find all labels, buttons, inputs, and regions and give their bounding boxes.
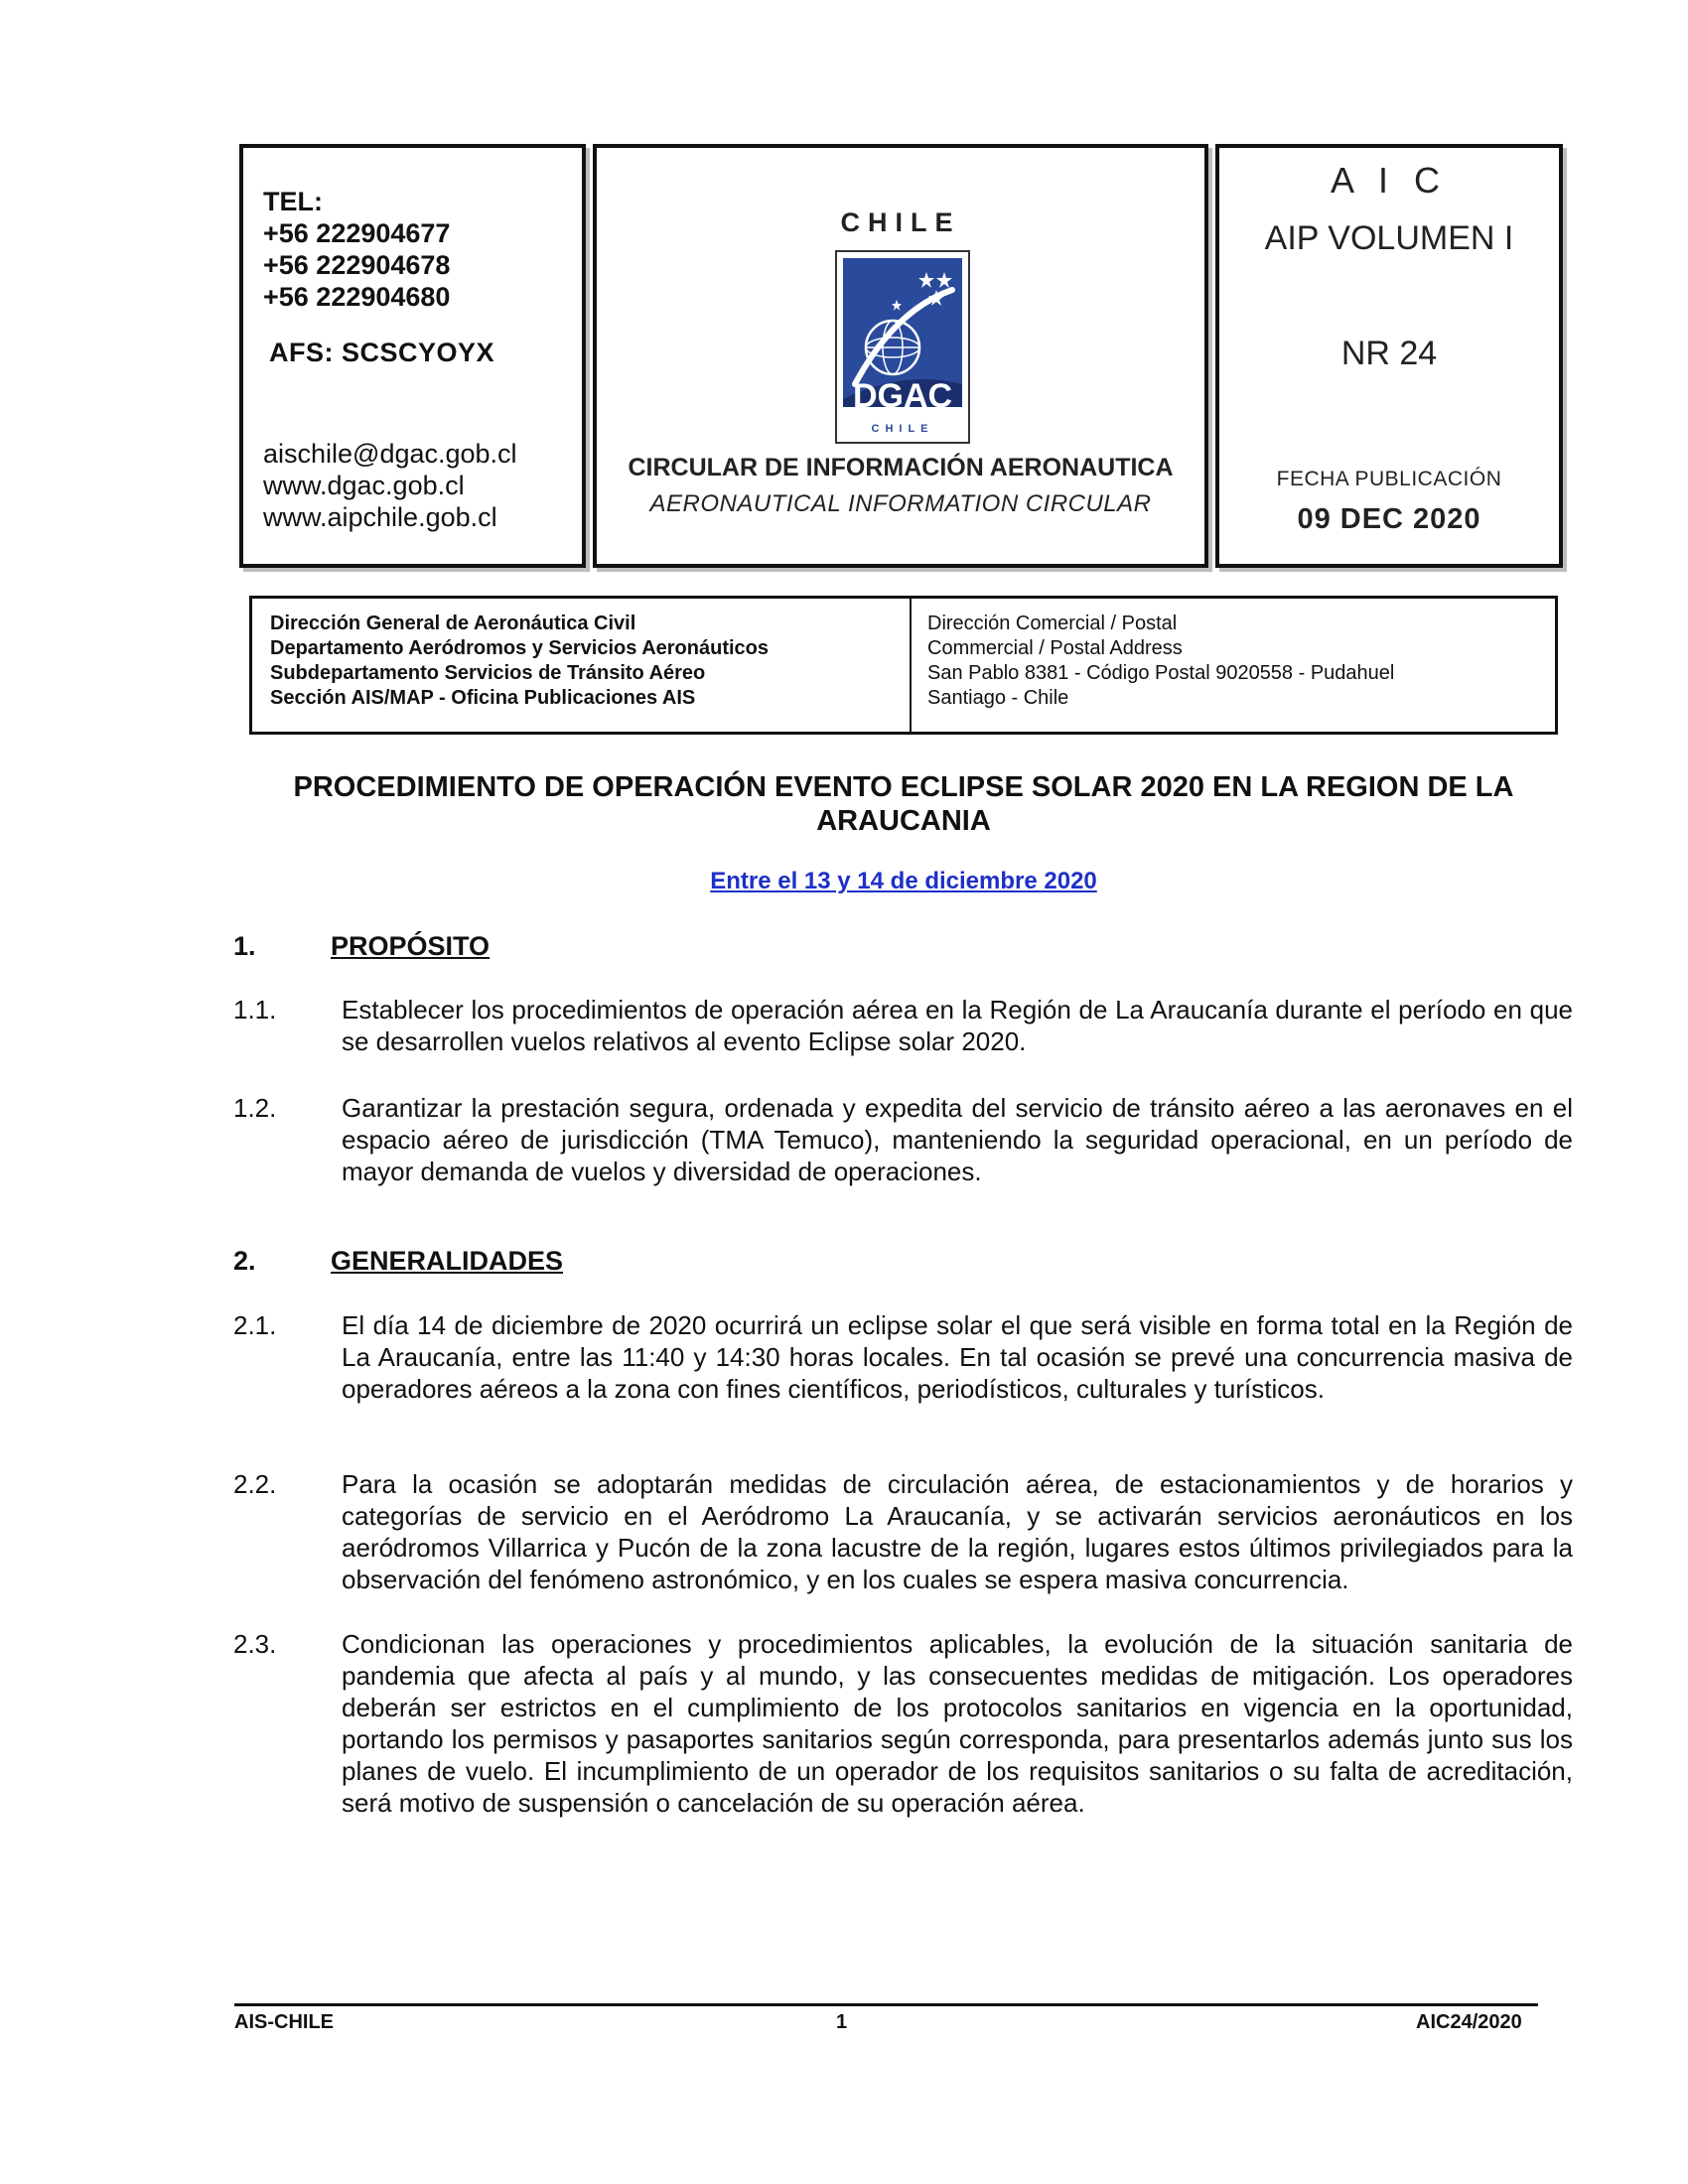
phone-1: +56 222904677: [263, 218, 451, 248]
document-title-line-2: ARAUCANIA: [816, 805, 991, 837]
publication-date-label: FECHA PUBLICACIÓN: [1276, 468, 1502, 490]
postal-line: Santiago - Chile: [927, 687, 1069, 709]
issuer-line: Subdepartamento Servicios de Tránsito Aéreo: [270, 662, 706, 684]
address-divider: [910, 599, 912, 732]
footer-document-code: AIC24/2020: [1416, 2011, 1522, 2033]
issuer-line: Dirección General de Aeronáutica Civil: [270, 613, 636, 634]
publication-date: 09 DEC 2020: [1297, 503, 1481, 535]
postal-line: San Pablo 8381 - Código Postal 9020558 - Pudahuel: [927, 662, 1395, 684]
section-number: 2.: [233, 1246, 256, 1276]
issuer-line: Sección AIS/MAP - Oficina Publicaciones AIS: [270, 687, 696, 709]
paragraph-text: Garantizar la prestación segura, ordenada y expedita del servicio de tránsito aéreo a las aeronaves en el espacio aéreo de jurisdicción (TMA Temuco), manteniendo la seguridad operacional, en un período de mayor demanda de vuelos y diversidad de operaciones.: [342, 1093, 1573, 1186]
circular-title: CIRCULAR DE INFORMACIÓN AERONAUTICA: [628, 454, 1174, 481]
center-box: [593, 144, 1208, 568]
paragraph-text: Para la ocasión se adoptarán medidas de circulación aérea, de estacionamientos y de horarios y categorías de servicio en el Aeródromo La Araucanía, y se activarán servicios aeronáuticos en los aeródromos Villarrica y Pucón de la zona lacustre de la región, lugares estos últimos privilegiados para la observación del fenómeno astronómico, y en los cuales se espera masiva concurrencia.: [342, 1469, 1573, 1594]
phone-2: +56 222904678: [263, 250, 451, 280]
document-dates-link[interactable]: Entre el 13 y 14 de diciembre 2020: [710, 868, 1097, 894]
postal-line: Commercial / Postal Address: [927, 637, 1183, 659]
tel-label: TEL:: [263, 187, 323, 216]
issuer-line: Departamento Aeródromos y Servicios Aeronáuticos: [270, 637, 769, 659]
paragraph-number: 2.2.: [233, 1469, 277, 1499]
paragraph-number: 2.1.: [233, 1310, 277, 1340]
paragraph-text: Condicionan las operaciones y procedimientos aplicables, la evolución de la situación sanitaria de pandemia que afecta al país y al mundo, y las consecuentes medidas de mitigación. Los operadores deberán ser estrictos en el cumplimiento de los protocolos sanitarios en vigencia en la oportunidad, portando los permisos y pasaportes sanitarios según corresponda, para presentarlos además junto sus los planes de vuelo. El incumplimiento de un operador de los requisitos sanitarios o su falta de acreditación, será motivo de suspensión o cancelación de su operación aérea.: [342, 1629, 1573, 1818]
aic-code: A I C: [1330, 160, 1449, 201]
contact-web: [263, 438, 517, 533]
section-title: PROPÓSITO: [331, 931, 491, 961]
paragraph-text: Establecer los procedimientos de operación aérea en la Región de La Araucanía durante el período en que se desarrollen vuelos relativos al evento Eclipse solar 2020.: [342, 995, 1573, 1056]
phone-3: +56 222904680: [263, 282, 451, 312]
section-title: GENERALIDADES: [331, 1246, 564, 1276]
dgac-logo-icon: [835, 250, 970, 444]
svg-text:DGAC: DGAC: [852, 377, 953, 415]
aic-box: [1215, 144, 1563, 568]
contact-phones: [263, 186, 450, 313]
issuer-block: [270, 612, 769, 711]
paragraph-number: 2.3.: [233, 1629, 277, 1659]
svg-text:CHILE: CHILE: [871, 423, 934, 435]
footer-rule: [234, 2003, 1538, 2006]
web-link-aip[interactable]: www.aipchile.gob.cl: [263, 502, 497, 532]
footer-publisher: AIS-CHILE: [234, 2011, 334, 2033]
paragraph-text: El día 14 de diciembre de 2020 ocurrirá un eclipse solar el que será visible en forma total en la Región de La Araucanía, entre las 11:40 y 14:30 horas locales. En tal ocasión se prevé una concurrencia masiva de operadores aéreos a la zona con fines científicos, periodísticos, culturales y turísticos.: [342, 1310, 1573, 1404]
email-link[interactable]: aischile@dgac.gob.cl: [263, 439, 517, 469]
section-number: 1.: [233, 931, 256, 961]
paragraph-number: 1.2.: [233, 1093, 277, 1123]
postal-line: Dirección Comercial / Postal: [927, 613, 1178, 634]
document-title-line-1: PROCEDIMIENTO DE OPERACIÓN EVENTO ECLIPSE SOLAR 2020 EN LA REGION DE LA: [293, 771, 1514, 803]
afs-code: AFS: SCSCYOYX: [269, 338, 495, 367]
country-label: CHILE: [840, 207, 961, 237]
document-title: [238, 770, 1569, 838]
contact-box: [239, 144, 586, 568]
footer-page-number: 1: [836, 2011, 848, 2033]
web-link-dgac[interactable]: www.dgac.gob.cl: [263, 471, 465, 500]
address-box: [249, 596, 1558, 735]
postal-address-block: [927, 612, 1394, 711]
circular-subtitle: AERONAUTICAL INFORMATION CIRCULAR: [649, 490, 1152, 517]
aip-volume: AIP VOLUMEN I: [1264, 219, 1514, 257]
aic-number: NR 24: [1340, 335, 1438, 372]
paragraph-number: 1.1.: [233, 995, 277, 1024]
